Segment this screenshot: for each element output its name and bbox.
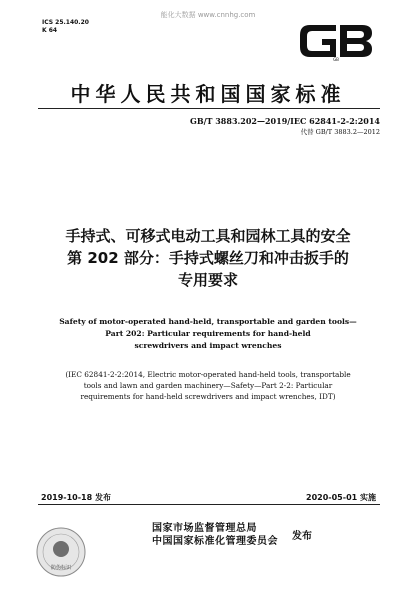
title-cn-line-1: 手持式、可移式电动工具和园林工具的安全 [65, 227, 351, 245]
iec-reference-line-2: tools and lawn and garden machinery—Safety—Part 2-2: Particular [83, 381, 333, 390]
svg-text:防伪标识: 防伪标识 [50, 565, 72, 571]
standard-code: GB/T 3883.202—2019/IEC 62841-2-2:2014 [189, 116, 380, 126]
iec-reference-line-1: (IEC 62841-2-2:2014, Electric motor-operated hand-held tools, transportable [65, 370, 351, 379]
title-en-line-2: Part 202: Particular requirements for hand-held [105, 329, 311, 338]
standard-name: 中华人民共和国国家标准 [70, 82, 346, 106]
issuer-sac: 中国国家标准化管理委员会 [152, 536, 278, 547]
title-cn-line-3: 专用要求 [177, 271, 238, 289]
title-en-line-3: screwdrivers and impact wrenches [134, 341, 282, 350]
issuer-samr: 国家市场监督管理总局 [152, 523, 257, 534]
anti-counterfeit-seal-icon [34, 525, 88, 579]
iec-reference-line-3: requirements for hand-held screwdrivers and impact wrenches, IDT) [80, 392, 336, 401]
issue-label: 发布 [292, 531, 312, 542]
gb-logo-icon [296, 19, 376, 63]
ics-code: ICS 25.140.20 [42, 19, 89, 26]
replaces-note: 代替 GB/T 3883.2—2012 [300, 128, 380, 136]
publish-date: 2019-10-18 发布 [41, 493, 111, 502]
footer-divider [38, 504, 380, 505]
ccs-code: K 64 [42, 27, 58, 34]
title-cn-line-2: 第 202 部分：手持式螺丝刀和冲击扳手的 [67, 249, 349, 267]
title-en-line-1: Safety of motor-operated hand-held, transportable and garden tools— [59, 317, 357, 326]
watermark: 能化大数据 www.cnnhg.com [160, 11, 256, 19]
header-divider [38, 108, 380, 109]
svg-text:GB: GB [333, 57, 339, 62]
implement-date: 2020-05-01 实施 [306, 493, 376, 502]
classification-codes [42, 19, 89, 35]
